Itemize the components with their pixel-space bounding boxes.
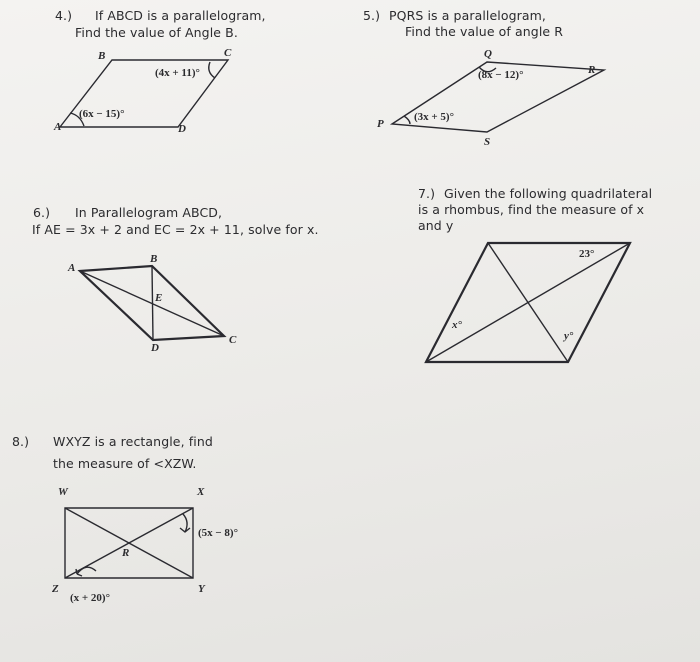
problem-5-line-2: Find the value of angle R [405,24,564,39]
vertex-label-w: W [58,486,68,498]
angle-y-label: y° [564,330,574,342]
vertex-label-q: Q [484,48,492,60]
vertex-label-d: D [151,342,159,354]
vertex-label-p: P [377,118,384,130]
angle-arrow-z [76,567,96,576]
problem-7-number: 7.) [418,186,436,201]
vertex-label-b: B [150,253,158,265]
angle-z-expression: (x + 20)° [70,592,110,604]
problem-4-line-1: If ABCD is a parallelogram, [95,8,266,23]
vertex-label-r: R [588,64,596,76]
vertex-label-z: Z [52,583,59,595]
problem-6-line-1: In Parallelogram ABCD, [75,205,223,220]
intersection-label-r: R [122,547,130,559]
problem-5-line-1: PQRS is a parallelogram, [389,8,546,23]
angle-23-label: 23° [579,248,595,260]
problem-4-number: 4.) [55,8,73,23]
problem-8-number: 8.) [12,434,30,449]
vertex-label-s: S [484,136,491,148]
problem-6-number: 6.) [33,205,51,220]
angle-x-label: x° [452,319,462,331]
problem-5-number: 5.) [363,8,381,23]
angle-q-expression: (8x − 12)° [478,69,524,81]
vertex-label-c: C [224,47,232,59]
problem-7-line-3: and y [418,218,454,233]
problem-8-line-2: the measure of <XZW. [53,456,197,471]
angle-c-expression: (4x + 11)° [155,67,200,79]
angle-p-expression: (3x + 5)° [414,111,454,123]
vertex-label-x: X [197,486,205,498]
vertex-label-d: D [178,123,186,135]
problem-7-line-1: Given the following quadrilateral [444,186,653,201]
vertex-label-a: A [54,121,62,133]
problem-4-line-2: Find the value of Angle B. [75,25,238,40]
intersection-label-e: E [155,292,163,304]
angle-x-expression: (5x − 8)° [198,527,238,539]
vertex-label-c: C [229,334,237,346]
vertex-label-a: A [68,262,76,274]
vertex-label-y: Y [198,583,205,595]
vertex-label-b: B [98,50,106,62]
angle-b-expression: (6x − 15)° [79,108,125,120]
problem-6-line-2: If AE = 3x + 2 and EC = 2x + 11, solve for x. [32,222,319,237]
angle-arrow-x [180,514,190,532]
problem-8-line-1: WXYZ is a rectangle, find [53,434,213,449]
problem-7-line-2: is a rhombus, find the measure of x [418,202,645,217]
